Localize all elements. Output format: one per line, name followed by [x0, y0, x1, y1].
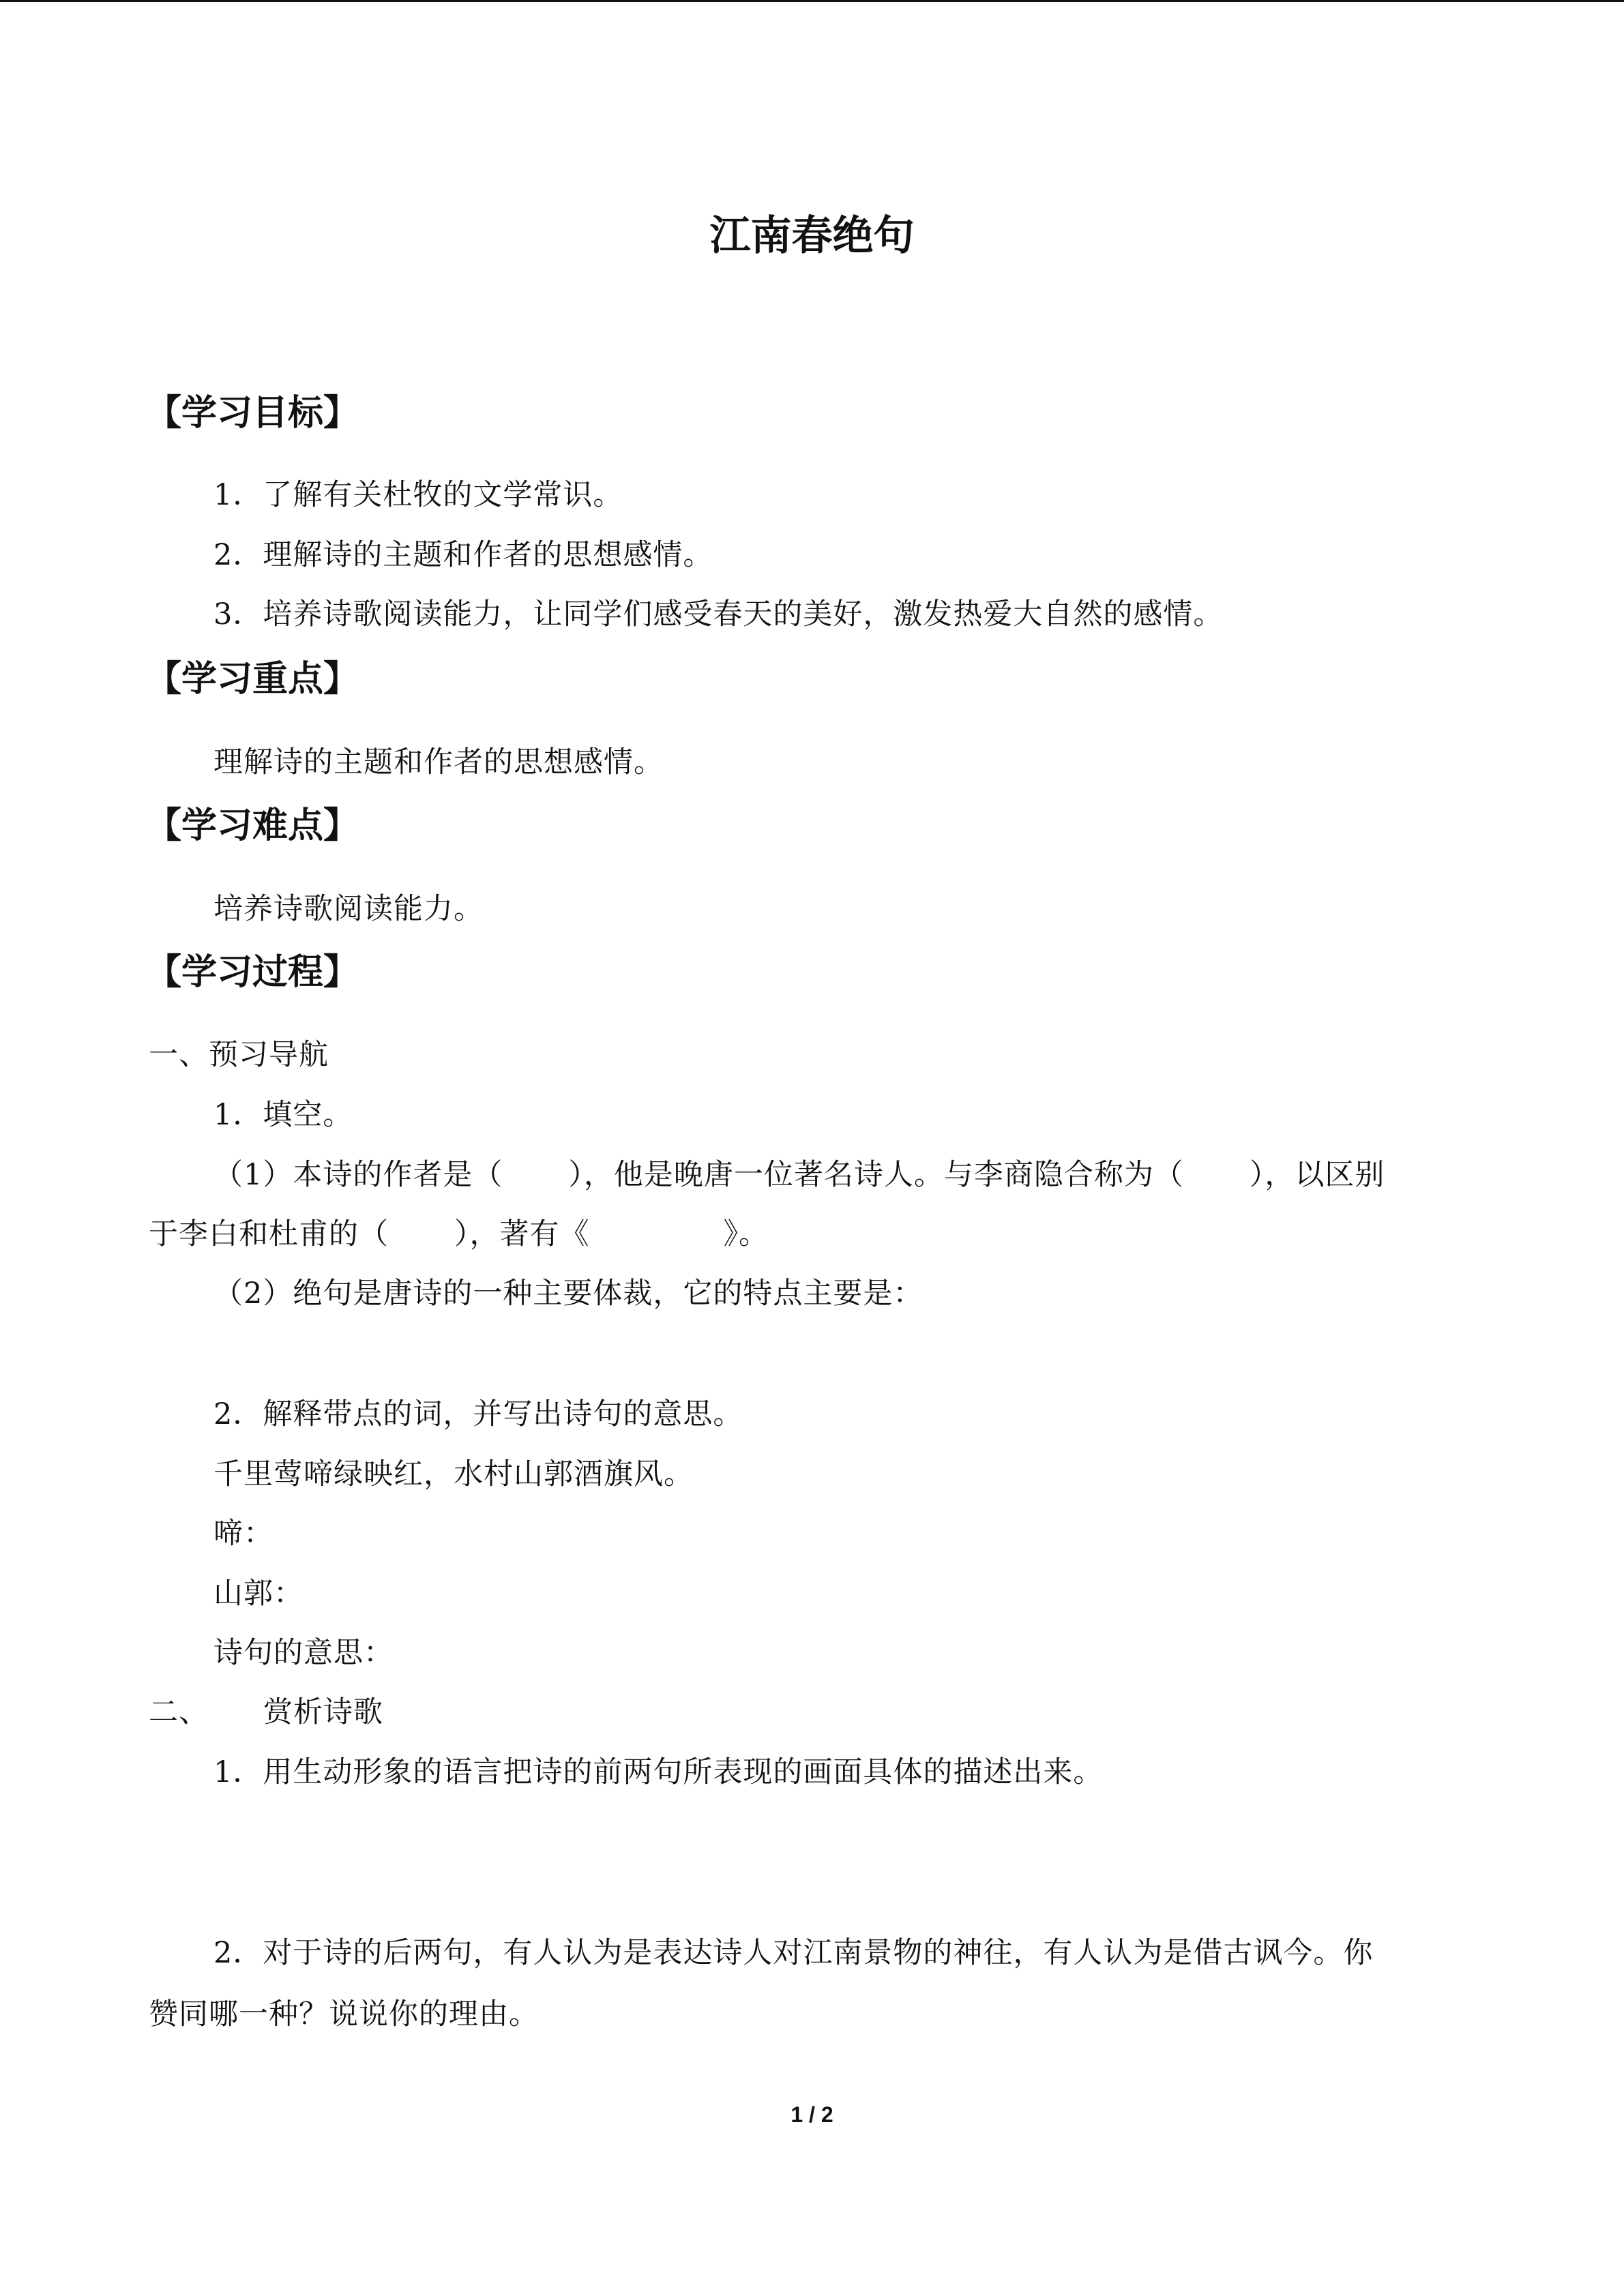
- fill-blank-line-1: [213, 1158, 1385, 1192]
- top-border-line: [0, 0, 1624, 2]
- part2-number: 二、: [149, 1695, 209, 1729]
- part1-title: 一、预习导航: [149, 1038, 329, 1072]
- meaning-label: 诗句的意思：: [213, 1636, 394, 1670]
- difficulties-text: 培养诗歌阅读能力。: [213, 892, 484, 926]
- page-number: 1 / 2: [791, 2102, 833, 2127]
- fill-blank-text-c: ），以区别: [1249, 1158, 1385, 1192]
- part2-question-2-line-1: 2．对于诗的后两句，有人认为是表达诗人对江南景物的神往，有人认为是借古讽今。你: [213, 1936, 1374, 1970]
- objective-item-3: 3．培养诗歌阅读能力，让同学们感受春天的美好，激发热爱大自然的感情。: [213, 597, 1224, 631]
- objective-item-1: 1．了解有关杜牧的文学常识。: [213, 478, 623, 512]
- part1-question-2: 2．解释带点的词，并写出诗句的意思。: [213, 1397, 743, 1431]
- objective-item-2: 2．理解诗的主题和作者的思想感情。: [213, 538, 713, 572]
- poem-line: 千里莺啼绿映红，水村山郭酒旗风。: [213, 1457, 694, 1491]
- word-shanguo-label: 山郭：: [213, 1577, 304, 1611]
- word-ti-label: 啼：: [213, 1517, 274, 1551]
- process-heading: 【学习过程】: [146, 952, 359, 993]
- fill-blank-text-a: （1）本诗的作者是（: [213, 1158, 503, 1192]
- fill-blank-text-d: 于李白和杜甫的（: [149, 1217, 389, 1251]
- part2-question-2-line-2: 赞同哪一种？说说你的理由。: [149, 1997, 539, 2031]
- key-points-heading: 【学习重点】: [146, 659, 359, 700]
- part1-question-1: 1．填空。: [213, 1098, 353, 1132]
- objectives-heading: 【学习目标】: [146, 393, 359, 434]
- part2-question-1: 1．用生动形象的语言把诗的前两句所表现的画面具体的描述出来。: [213, 1755, 1104, 1789]
- fill-blank-line-2: [149, 1217, 769, 1251]
- part2-title: 赏析诗歌: [263, 1695, 383, 1729]
- document-title: 江南春绝句: [709, 212, 915, 260]
- key-points-text: 理解诗的主题和作者的思想感情。: [213, 745, 664, 779]
- fill-blank-question-2: （2）绝句是唐诗的一种主要体裁，它的特点主要是：: [213, 1277, 924, 1311]
- fill-blank-text-b: ），他是晚唐一位著名诗人。与李商隐合称为（: [568, 1158, 1184, 1192]
- fill-blank-text-f: 》。: [723, 1217, 769, 1251]
- difficulties-heading: 【学习难点】: [146, 805, 359, 846]
- fill-blank-text-e: ），著有《: [454, 1217, 590, 1251]
